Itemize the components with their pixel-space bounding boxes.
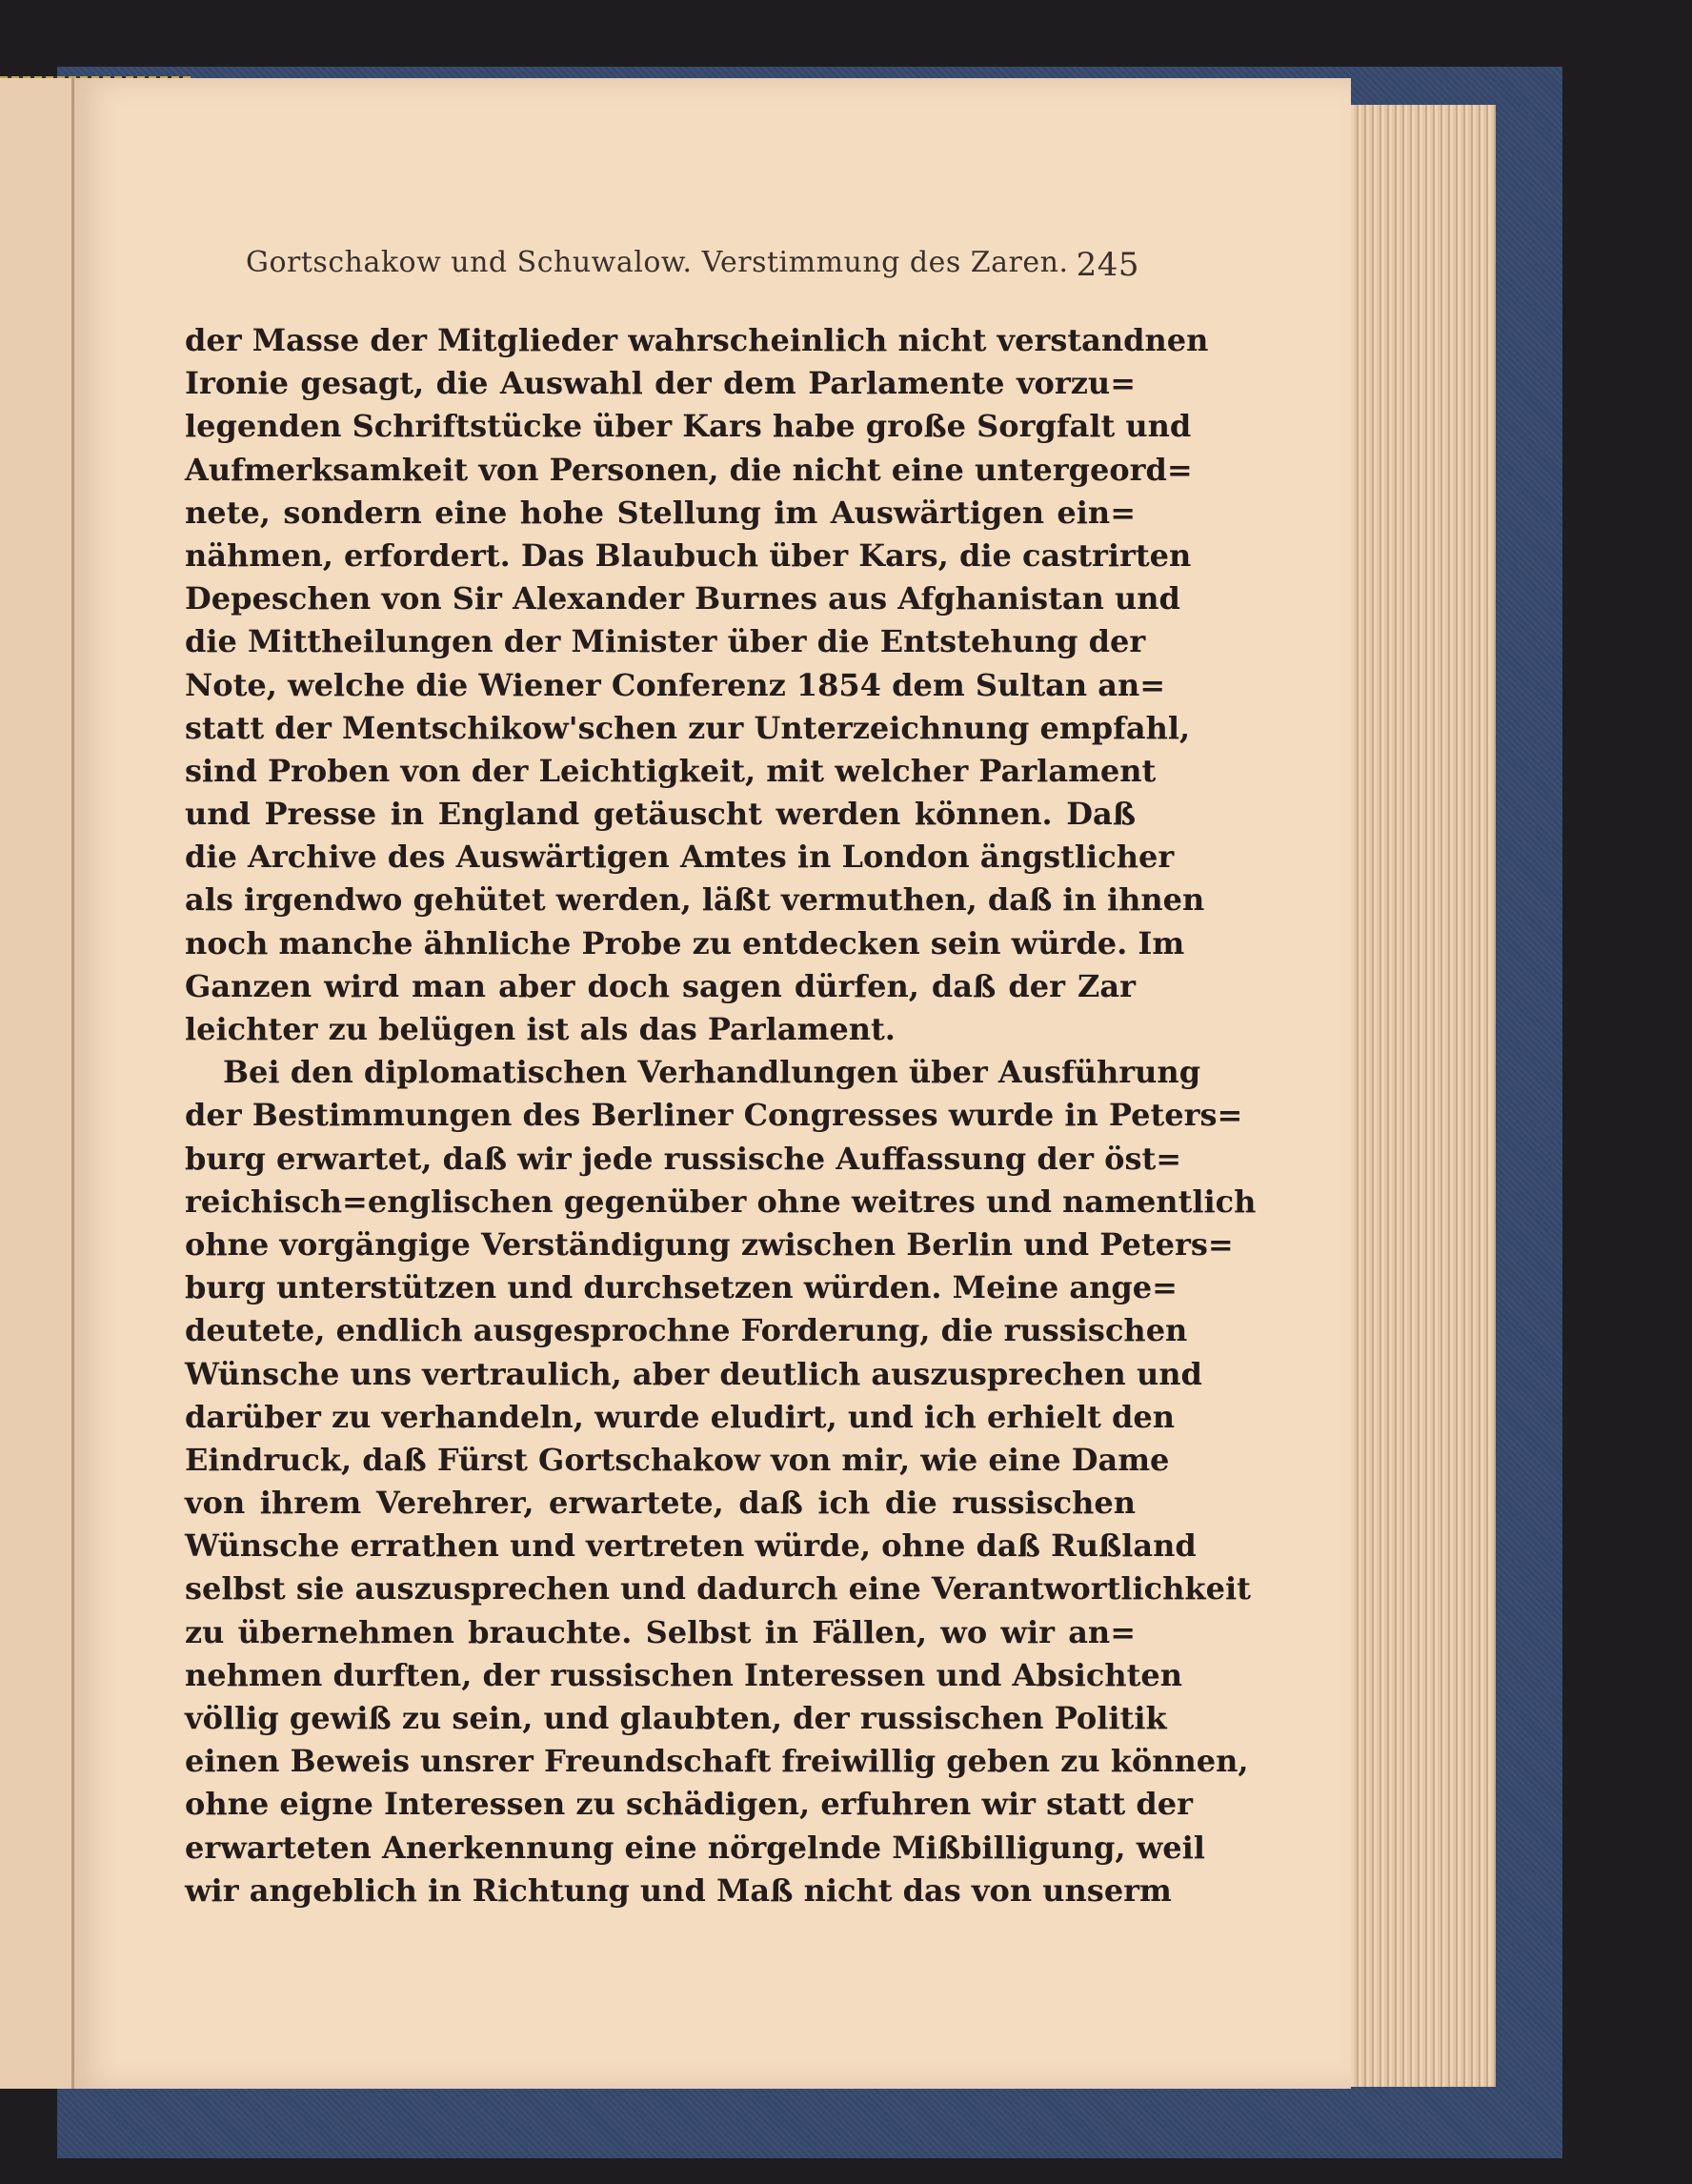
paragraph	[185, 319, 1209, 1051]
text-line: Depeschen von Sir Alexander Burnes aus Afghanistan und	[185, 580, 1180, 617]
text-line: und Presse in England getäuscht werden können. Daß	[185, 796, 1136, 833]
text-line: Wünsche uns vertraulich, aber deutlich auszusprechen und	[185, 1355, 1202, 1392]
text-line: von ihrem Verehrer, erwartete, daß ich die russischen	[185, 1485, 1136, 1522]
text-line: Note, welche die Wiener Conferenz 1854 dem Sultan an=	[185, 666, 1166, 703]
text-line: erwarteten Anerkennung eine nörgelnde Mißbilligung, weil	[185, 1829, 1205, 1866]
text-line: deutete, endlich ausgesprochne Forderung, die russischen	[185, 1312, 1188, 1349]
text-line: leichter zu belügen ist als das Parlament.	[185, 1011, 896, 1047]
text-line: reichisch=englischen gegenüber ohne weitres und namentlich	[185, 1183, 1257, 1220]
text-line: Ironie gesagt, die Auswahl der dem Parlamente vorzu=	[185, 365, 1136, 402]
text-line: zu übernehmen brauchte. Selbst in Fällen, wo wir an=	[185, 1613, 1136, 1650]
text-line: sind Proben von der Leichtigkeit, mit welcher Parlament	[185, 752, 1157, 789]
text-line: statt der Mentschikow'schen zur Unterzeichnung empfahl,	[185, 709, 1191, 746]
body-text	[185, 319, 1257, 1912]
text-line: nähmen, erfordert. Das Blaubuch über Kars, die castrirten	[185, 536, 1192, 574]
text-line: legenden Schriftstücke über Kars habe große Sorgfalt und	[185, 408, 1192, 445]
text-line: völlig gewiß zu sein, und glaubten, der russischen Politik	[185, 1700, 1167, 1736]
text-line: darüber zu verhandeln, wurde eludirt, und ich erhielt den	[185, 1398, 1176, 1435]
text-line: Bei den diplomatischen Verhandlungen über Ausführung	[223, 1054, 1201, 1091]
text-line: als irgendwo gehütet werden, läßt vermuthen, daß in ihnen	[185, 881, 1205, 919]
text-line: einen Beweis unsrer Freundschaft freiwillig geben zu können,	[185, 1743, 1249, 1780]
left-page-edge	[0, 78, 74, 2089]
page-number: 245	[1076, 246, 1139, 284]
text-line: die Archive des Auswärtigen Amtes in London ängstlicher	[185, 839, 1175, 876]
text-line: burg erwartet, daß wir jede russische Auffassung der öst=	[185, 1140, 1182, 1177]
running-title: Gortschakow und Schuwalow. Verstimmung des Zaren.	[246, 246, 1069, 279]
page-block-edges	[1339, 105, 1496, 2087]
running-header	[246, 246, 1139, 284]
text-line: burg unterstützen und durchsetzen würden. Meine ange=	[185, 1269, 1178, 1306]
text-line: Wünsche errathen und vertreten würde, ohne daß Rußland	[185, 1527, 1197, 1565]
text-line: nete, sondern eine hohe Stellung im Auswärtigen ein=	[185, 494, 1136, 531]
text-line: selbst sie auszusprechen und dadurch eine Verantwortlichkeit	[185, 1570, 1251, 1608]
text-line: wir angeblich in Richtung und Maß nicht das von unserm	[185, 1871, 1172, 1909]
text-line: ohne eigne Interessen zu schädigen, erfuhren wir statt der	[185, 1786, 1193, 1823]
text-line: der Masse der Mitglieder wahrscheinlich nicht verstandnen	[185, 322, 1209, 358]
text-line: ohne vorgängige Verständigung zwischen Berlin und Peters=	[185, 1225, 1234, 1263]
text-line: noch manche ähnliche Probe zu entdecken sein würde. Im	[185, 924, 1185, 961]
text-line: Ganzen wird man aber doch sagen dürfen, daß der Zar	[185, 967, 1136, 1004]
text-line: die Mittheilungen der Minister über die Entstehung der	[185, 623, 1146, 660]
text-line: Eindruck, daß Fürst Gortschakow von mir, wie eine Dame	[185, 1441, 1170, 1478]
text-line: der Bestimmungen des Berliner Congresses wurde in Peters=	[185, 1097, 1243, 1134]
paragraph	[185, 1051, 1257, 1912]
text-line: nehmen durften, der russischen Interessen und Absichten	[185, 1656, 1183, 1693]
text-line: Aufmerksamkeit von Personen, die nicht eine untergeord=	[185, 451, 1193, 488]
